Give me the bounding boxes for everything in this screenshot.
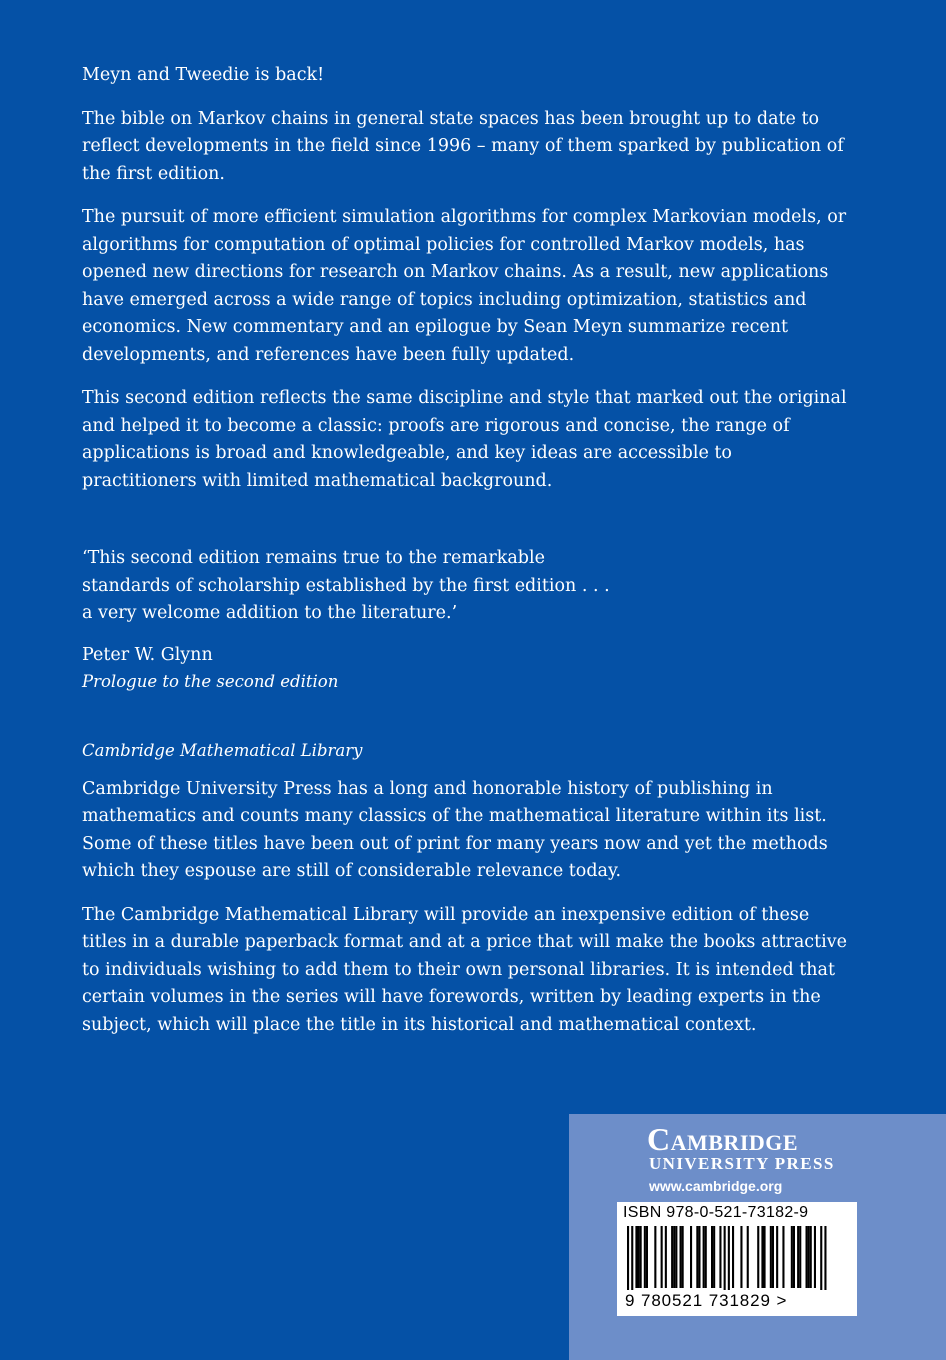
- isbn-label: ISBN 978-0-521-73182-9: [623, 1204, 809, 1221]
- barcode-bar: [770, 1226, 772, 1288]
- barcode-bar: [824, 1226, 826, 1290]
- barcode-bar: [764, 1226, 766, 1288]
- barcode-bar: [627, 1226, 629, 1290]
- barcode-bar: [675, 1226, 677, 1288]
- barcode-bar: [711, 1226, 713, 1288]
- barcode-bar: [732, 1226, 734, 1288]
- quote-source: Prologue to the second edition: [82, 671, 339, 691]
- series-paragraph-1: Cambridge University Press has a long and honorable history of publishing in mathematics and counts many classics of the mathematical literature within its list. Some of these titles have been out of print for many years now and yet the methods which they espouse are still of considerable relevance today.: [82, 778, 828, 881]
- barcode-bar: [782, 1226, 784, 1288]
- barcode-bar: [728, 1226, 730, 1290]
- barcode-bar: [680, 1226, 682, 1288]
- description-paragraph-2: The pursuit of more efficient simulation algorithms for complex Markovian models, or algorithms for computation of optimal policies for controlled Markov models, has opened new directions for research on Markov chains. As a result, new applications have emerged across a wide range of topics including optimization, statistics and economics. New commentary and an epilogue by Sean Meyn summarize recent developments, and references have been fully updated.: [82, 207, 847, 365]
- barcode-bar: [757, 1226, 759, 1288]
- barcode-bar: [820, 1226, 822, 1290]
- barcode-bar: [644, 1226, 646, 1288]
- barcode-bar: [671, 1226, 673, 1288]
- barcode-bar: [646, 1226, 648, 1288]
- barcode-bar: [705, 1226, 707, 1288]
- barcode-bar: [696, 1226, 698, 1288]
- barcode-bar: [740, 1226, 742, 1288]
- barcode-bar: [713, 1226, 715, 1288]
- barcode-bar: [776, 1226, 778, 1288]
- barcode-bar: [799, 1226, 801, 1288]
- barcode-bar: [661, 1226, 663, 1288]
- barcode-bar: [814, 1226, 816, 1288]
- review-quote-block: [82, 545, 612, 695]
- barcode-bar: [631, 1226, 633, 1290]
- barcode-bar: [793, 1226, 795, 1288]
- description-paragraph-3: This second edition reflects the same discipline and style that marked out the original and helped it to become a classic: proofs are rigorous and concise, the range of applications is broad and knowledgeable, and key ideas are accessible to practitioners with limited mathematical background.: [82, 388, 847, 491]
- barcode-bar: [698, 1226, 700, 1288]
- barcode-bar: [703, 1226, 705, 1288]
- quote-author: Peter W. Glynn: [82, 644, 213, 665]
- barcode-bar: [690, 1226, 692, 1288]
- barcode-bar: [635, 1226, 637, 1288]
- barcode-bar: [810, 1226, 812, 1288]
- barcode-digits: 9 780521 731829 >: [625, 1291, 788, 1310]
- barcode-bar: [791, 1226, 793, 1288]
- barcode-bar: [682, 1226, 684, 1288]
- barcode-bar: [797, 1226, 799, 1288]
- barcode-bar: [747, 1226, 749, 1288]
- description-paragraph-1: The bible on Markov chains in general state spaces has been brought up to date to reflect developments in the field since 1996 – many of them sparked by publication of the first edition.: [82, 108, 844, 184]
- barcode-bar: [640, 1226, 642, 1288]
- back-cover-text: [82, 62, 852, 1055]
- barcode-bar: [761, 1226, 763, 1288]
- review-quote: ‘This second edition remains true to the remarkable standards of scholarship established by the first edition . . . a very welcome addition to the literature.’: [82, 548, 610, 623]
- barcode-bar: [772, 1226, 774, 1288]
- barcode-bar: [638, 1226, 640, 1288]
- publisher-panel: [569, 1114, 946, 1360]
- publisher-subtitle: UNIVERSITY PRESS: [649, 1154, 835, 1173]
- barcode-bar: [665, 1226, 667, 1288]
- barcode-bar: [808, 1226, 810, 1288]
- barcode-icon: [627, 1226, 847, 1290]
- barcode-bar: [724, 1226, 726, 1290]
- barcode-bar: [719, 1226, 721, 1288]
- publisher-logo-name: Cambridge: [647, 1121, 799, 1157]
- publisher-url: www.cambridge.org: [649, 1178, 783, 1194]
- barcode-bar: [806, 1226, 808, 1288]
- headline: Meyn and Tweedie is back!: [82, 65, 325, 85]
- series-paragraph-2: The Cambridge Mathematical Library will provide an inexpensive edition of these titles in a durable paperback format and at a price that will make the books attractive to individuals wishing to add them to their own personal libraries. It is intended that certain volumes in the series will have forewords, written by leading experts in the subject, which will place the title in its historical and mathematical context.: [82, 904, 847, 1035]
- barcode-area: [617, 1202, 857, 1316]
- barcode-bar: [654, 1226, 656, 1288]
- series-title: Cambridge Mathematical Library: [82, 740, 363, 760]
- barcode-bar: [673, 1226, 675, 1288]
